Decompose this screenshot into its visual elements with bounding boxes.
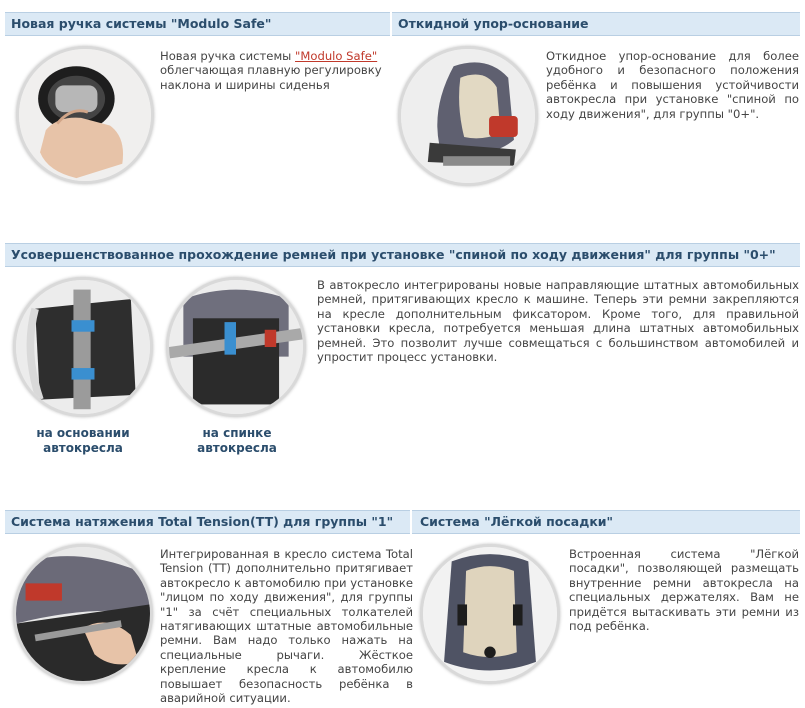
total-tension-photo bbox=[13, 544, 153, 684]
section-title-support: Откидной упор-основание bbox=[398, 16, 589, 31]
section-header-handle bbox=[5, 12, 390, 36]
easy-description: Встроенная система "Лёгкой посадки", позволяющей размещать внутренние ремни автокресла на специальных держателях. Вам не придётся вытаскивать эти ремни из под ребёнка. bbox=[569, 547, 799, 634]
modulo-safe-link[interactable]: "Modulo Safe" bbox=[295, 49, 378, 63]
section-header-easy bbox=[412, 510, 800, 534]
section-header-tension bbox=[5, 510, 410, 534]
tension-description: Интегрированная в кресло система Total Tension (TT) дополнительно притягивает автокресло к автомобилю при установке "лицом по ходу движения", для группы "1" за счёт специальных толкателей натягивающих штатные автомобильные ремни. Вам надо только нажать на специальные рычаги. Жёсткое крепление кресла к автомобилю повышает безопасность ребёнка в аварийной ситуации. bbox=[160, 547, 413, 706]
belt-guide-back-photo bbox=[166, 277, 306, 417]
section-title-easy: Система "Лёгкой посадки" bbox=[420, 514, 614, 529]
belt-guide-base-photo bbox=[13, 277, 153, 417]
caption-base: на основании автокресла bbox=[36, 426, 130, 455]
belts-description: В автокресло интегрированы новые направляющие штатных автомобильных ремней, притягивающих кресло к машине. Теперь эти ремни закрепляются на кресле дополнительным фиксатором. Кроме того, для правильной установки кресла, потребуется меньшая длина штатных автомобильных ремней. Это позволит лучше совмещаться с большинством автомобилей и упростит процесс установки. bbox=[317, 278, 799, 365]
section-header-belts bbox=[5, 243, 800, 267]
support-base-photo bbox=[398, 46, 538, 186]
handle-photo bbox=[16, 46, 154, 184]
easy-seating-photo bbox=[420, 544, 560, 684]
section-title-handle: Новая ручка системы "Modulo Safe" bbox=[11, 16, 272, 31]
handle-description: Новая ручка системы "Modulo Safe" облегчающая плавную регулировку наклона и ширины сиденья bbox=[160, 49, 382, 92]
caption-back: на спинке автокресла bbox=[197, 426, 277, 455]
section-title-belts: Усовершенствованное прохождение ремней при установке "спиной по ходу движения" для группы "0+" bbox=[11, 247, 776, 262]
section-title-tension: Система натяжения Total Tension(TT) для группы "1" bbox=[11, 514, 394, 529]
support-description: Откидное упор-основание для более удобного и безопасного положения ребёнка и повышения устойчивости автокресла при установке "спиной по ходу движения", для группы "0+". bbox=[546, 49, 799, 121]
section-header-support bbox=[392, 12, 800, 36]
